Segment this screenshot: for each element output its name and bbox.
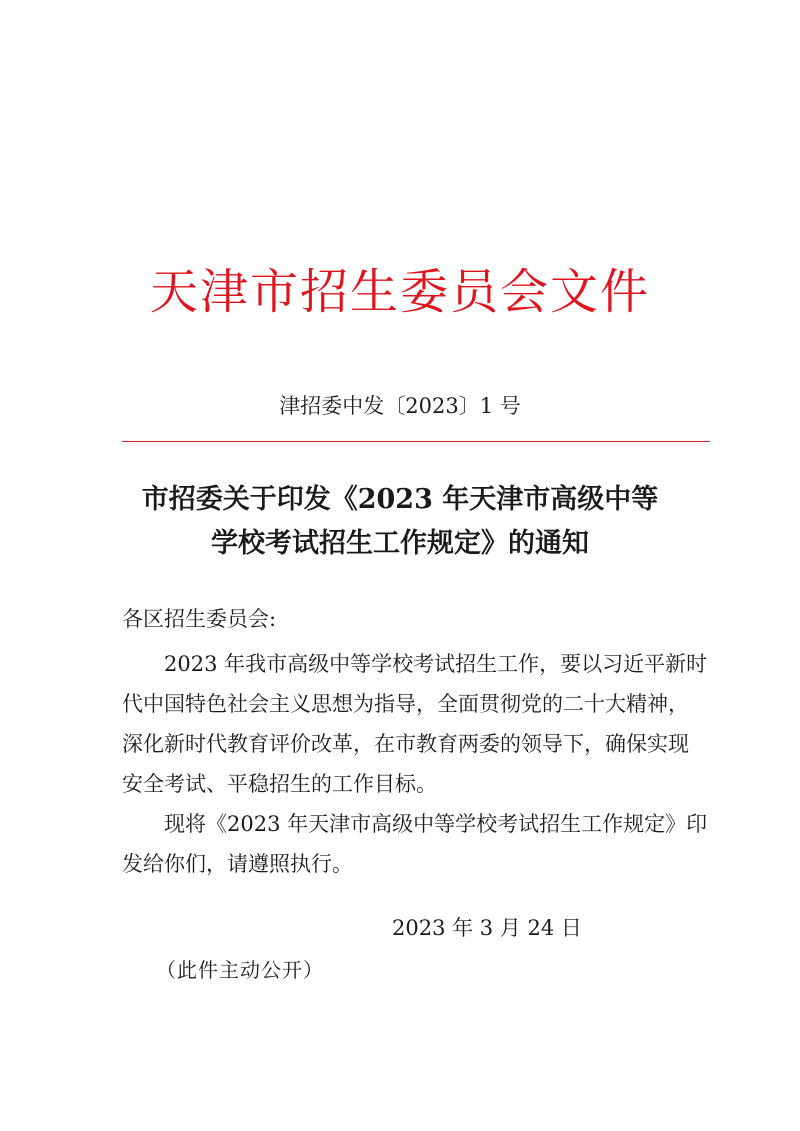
paragraph-1-line-4: 安全考试、平稳招生的工作目标。 [122, 772, 437, 796]
issue-date: 2023 年 3 月 24 日 [392, 916, 582, 940]
body-paragraph-2 [122, 804, 712, 884]
paragraph-1-line-2: 代中国特色社会主义思想为指导，全面贯彻党的二十大精神， [122, 692, 689, 716]
paragraph-1-line-3: 深化新时代教育评价改革，在市教育两委的领导下，确保实现 [122, 732, 689, 756]
title-line-2: 学校考试招生工作规定》的通知 [211, 528, 589, 559]
document-number: 津招委中发〔2023〕1 号 [279, 394, 521, 418]
paragraph-1-line-1: 2023 年我市高级中等学校考试招生工作，要以习近平新时 [122, 652, 708, 676]
body-paragraph-1 [122, 644, 712, 804]
paragraph-2-line-2: 发给你们，请遵照执行。 [122, 852, 353, 876]
document-header: 天津市招生委员会文件 [149, 264, 650, 320]
red-divider-line [122, 441, 710, 442]
paragraph-2-line-1: 现将《2023 年天津市高级中等学校考试招生工作规定》印 [122, 812, 708, 836]
document-title [0, 478, 800, 566]
disclosure-note: （此件主动公开） [156, 958, 324, 982]
title-line-1: 市招委关于印发《2023 年天津市高级中等 [141, 484, 659, 515]
recipient-line: 各区招生委员会: [122, 607, 277, 631]
